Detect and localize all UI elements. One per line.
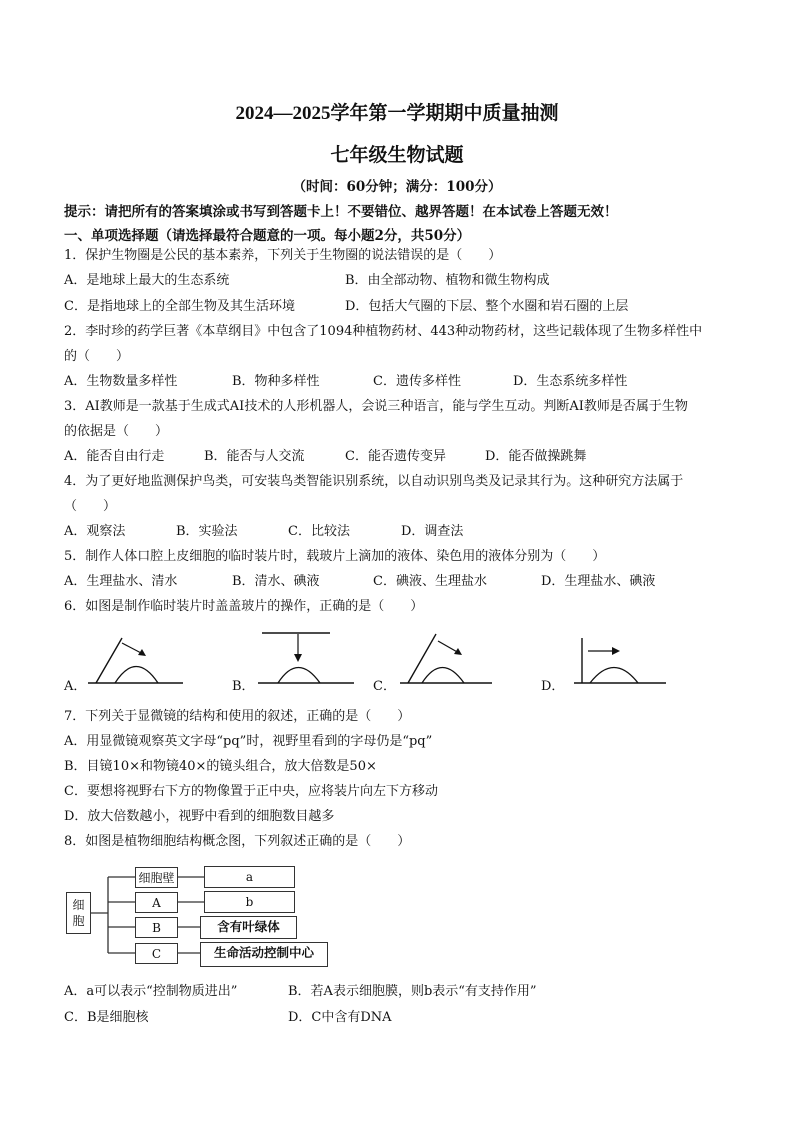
diagram-node-b: B [135, 917, 178, 938]
diagram-leaf-a: a [204, 866, 295, 888]
q7-option-b: B．目镜10×和物镜40×的镜头组合，放大倍数是50× [64, 759, 377, 774]
q8-option-c: C．B是细胞核 [64, 1010, 149, 1025]
q4-stem-line2: （ ） [64, 499, 117, 514]
q1-option-d: D．包括大气圈的下层、整个水圈和岩石圈的上层 [345, 299, 629, 314]
exam-subtitle: 七年级生物试题 [330, 145, 464, 166]
q3-option-b: B．能否与人交流 [204, 449, 305, 464]
q7-stem: 7．下列关于显微镜的结构和使用的叙述，正确的是（ ） [64, 709, 411, 724]
q2-option-d: D．生态系统多样性 [513, 374, 628, 389]
q3-option-d: D．能否做操跳舞 [485, 449, 587, 464]
q2-stem-line2: 的（ ） [64, 349, 130, 364]
q6-stem: 6．如图是制作临时装片时盖盖玻片的操作，正确的是（ ） [64, 599, 424, 614]
q7-option-d: D．放大倍数越小，视野中看到的细胞数目越多 [64, 809, 335, 824]
diagram-root-cell: 细胞 [66, 892, 91, 934]
q3-option-a: A．能否自由行走 [64, 449, 165, 464]
q6-option-a: A． [64, 679, 87, 694]
diagram-node-a: A [135, 892, 178, 913]
q5-option-c: C．碘液、生理盐水 [373, 574, 487, 589]
q4-option-c: C．比较法 [288, 524, 350, 539]
q4-stem-line1: 4．为了更好地监测保护鸟类，可安装鸟类智能识别系统，以自动识别鸟类及记录其行为。这种研究方法属于 [64, 474, 684, 489]
q4-option-b: B．实验法 [176, 524, 238, 539]
q5-option-d: D．生理盐水、碘液 [541, 574, 656, 589]
q1-option-c: C．是指地球上的全部生物及其生活环境 [64, 299, 295, 314]
diagram-leaf-control-center: 生命活动控制中心 [200, 942, 328, 967]
section-heading: 一、单项选择题（请选择最符合题意的一项。每小题2分，共50分） [64, 228, 471, 244]
q1-option-b: B．由全部动物、植物和微生物构成 [345, 273, 550, 288]
q7-option-c: C．要想将视野右下方的物像置于正中央，应将装片向左下方移动 [64, 784, 438, 799]
q5-stem: 5．制作人体口腔上皮细胞的临时装片时，载玻片上滴加的液体、染色用的液体分别为（ ） [64, 549, 606, 564]
diagram-node-c: C [135, 943, 178, 964]
q2-option-a: A．生物数量多样性 [64, 374, 178, 389]
diagram-node-cell-wall: 细胞壁 [135, 867, 178, 888]
q8-stem: 8．如图是植物细胞结构概念图，下列叙述正确的是（ ） [64, 834, 411, 849]
q8-option-b: B．若A表示细胞膜，则b表示“有支持作用” [288, 984, 537, 999]
q3-stem-line1: 3．AI教师是一款基于生成式AI技术的人形机器人，会说三种语言，能与学生互动。判断AI教师是否属于生物 [64, 399, 688, 414]
q6-option-c: C． [373, 679, 396, 694]
q2-stem-line1: 2．李时珍的药学巨著《本草纲目》中包含了1094种植物药材、443种动物药材，这些记载体现了生物多样性中 [64, 324, 703, 339]
q4-option-a: A．观察法 [64, 524, 126, 539]
exam-hint: 提示：请把所有的答案填涂或书写到答题卡上！不要错位、越界答题！在本试卷上答题无效！ [64, 204, 618, 220]
q3-option-c: C．能否遗传变异 [345, 449, 446, 464]
q1-option-a: A．是地球上最大的生态系统 [64, 273, 230, 288]
q2-option-b: B．物种多样性 [232, 374, 320, 389]
q5-option-b: B．清水、碘液 [232, 574, 320, 589]
q4-option-d: D．调查法 [401, 524, 464, 539]
q7-option-a: A．用显微镜观察英文字母“pq”时，视野里看到的字母仍是“pq” [64, 734, 433, 749]
diagram-leaf-chloroplast: 含有叶绿体 [200, 916, 297, 939]
q5-option-a: A．生理盐水、清水 [64, 574, 178, 589]
q2-option-c: C．遗传多样性 [373, 374, 461, 389]
q8-option-a: A．a可以表示“控制物质进出” [64, 984, 238, 999]
q6-option-b: B． [232, 679, 255, 694]
q8-option-d: D．C中含有DNA [288, 1010, 392, 1025]
q1-stem: 1．保护生物圈是公民的基本素养，下列关于生物圈的说法错误的是（ ） [64, 248, 502, 263]
exam-title: 2024—2025学年第一学期期中质量抽测 [235, 103, 559, 124]
time-info: （时间：60分钟；满分：100分） [292, 179, 502, 195]
q3-stem-line2: 的依据是（ ） [64, 424, 169, 439]
q6-option-d: D． [541, 679, 565, 694]
diagram-leaf-b: b [204, 891, 295, 913]
